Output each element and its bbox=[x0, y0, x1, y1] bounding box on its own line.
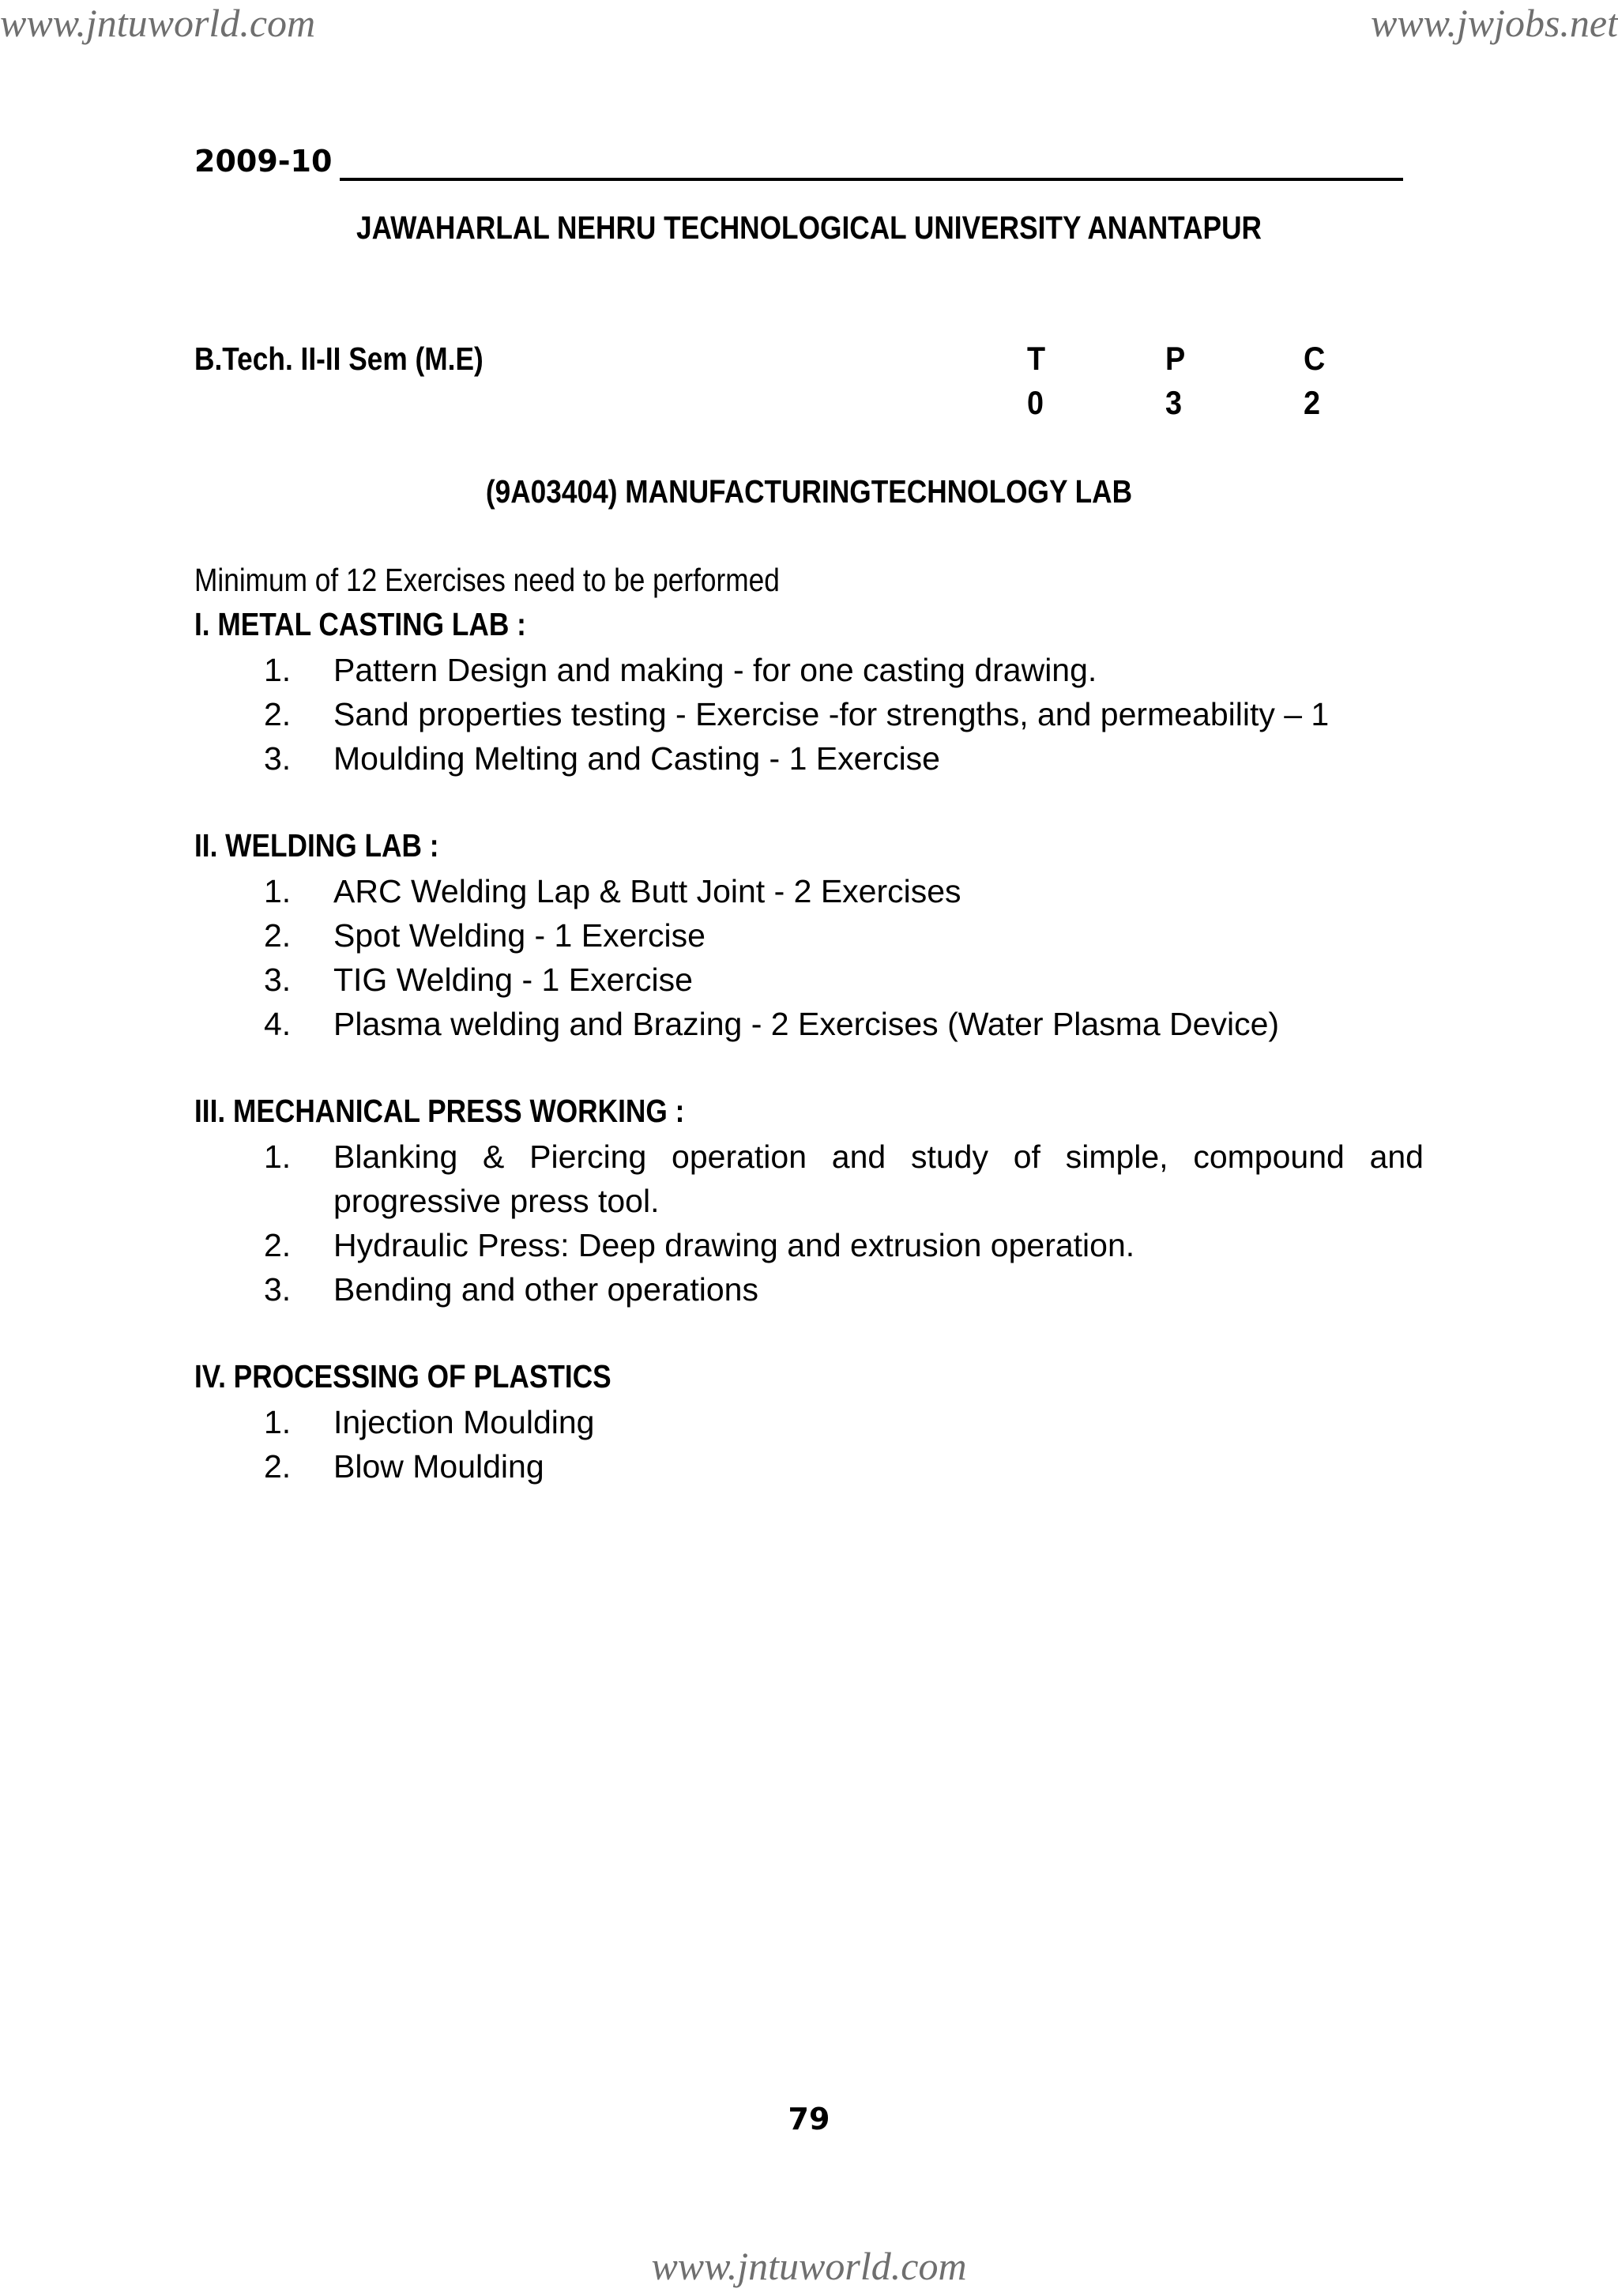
item-number: 4. bbox=[264, 1006, 292, 1042]
list-item bbox=[194, 1223, 1424, 1267]
academic-year: 2009-10 bbox=[194, 144, 333, 179]
tpc-t-value: 0 bbox=[1027, 384, 1044, 421]
header-rule bbox=[340, 178, 1403, 181]
list-item bbox=[194, 692, 1424, 736]
watermark-top-right: www.jwjobs.net bbox=[1370, 1, 1618, 45]
item-number: 1. bbox=[264, 873, 292, 909]
section-list-press bbox=[194, 1135, 1424, 1312]
item-text: Blow Moulding bbox=[333, 1448, 544, 1485]
section-title-welding: II. WELDING LAB : bbox=[194, 827, 439, 864]
intro-text: Minimum of 12 Exercises need to be performed bbox=[194, 562, 780, 598]
item-text: Hydraulic Press: Deep drawing and extrusion operation. bbox=[333, 1227, 1135, 1263]
list-item bbox=[194, 1267, 1424, 1312]
item-text: Sand properties testing - Exercise -for strengths, and permeability – 1 bbox=[333, 696, 1330, 732]
item-number: 3. bbox=[264, 740, 292, 777]
course-name: B.Tech. II-II Sem (M.E) bbox=[194, 341, 484, 377]
item-number: 1. bbox=[264, 652, 292, 688]
list-item bbox=[194, 1444, 1424, 1489]
tpc-t-label: T bbox=[1027, 340, 1046, 377]
item-text: Blanking & Piercing operation and study of simple, compound and progressive press tool. bbox=[333, 1139, 1424, 1219]
item-number: 1. bbox=[264, 1139, 292, 1175]
tpc-c-label: C bbox=[1304, 340, 1326, 377]
item-number: 2. bbox=[264, 696, 292, 732]
subject-title: (9A03404) MANUFACTURINGTECHNOLOGY LAB bbox=[485, 473, 1133, 510]
item-text: Spot Welding - 1 Exercise bbox=[333, 917, 706, 954]
university-title: JAWAHARLAL NEHRU TECHNOLOGICAL UNIVERSITY ANANTAPUR bbox=[356, 209, 1262, 246]
tpc-p-value: 3 bbox=[1165, 384, 1183, 421]
section-title-press: III. MECHANICAL PRESS WORKING : bbox=[194, 1093, 685, 1129]
list-item bbox=[194, 736, 1424, 781]
item-text: TIG Welding - 1 Exercise bbox=[333, 962, 693, 998]
tpc-c-value: 2 bbox=[1304, 384, 1321, 421]
section-list-welding bbox=[194, 869, 1424, 1046]
item-number: 2. bbox=[264, 1227, 292, 1263]
item-number: 2. bbox=[264, 917, 292, 954]
item-text: Bending and other operations bbox=[333, 1271, 758, 1308]
item-number: 3. bbox=[264, 1271, 292, 1308]
page-number: 79 bbox=[788, 2102, 830, 2136]
item-number: 1. bbox=[264, 1404, 292, 1440]
item-text: Moulding Melting and Casting - 1 Exercise bbox=[333, 740, 940, 777]
item-text: Pattern Design and making - for one casting drawing. bbox=[333, 652, 1097, 688]
item-text: ARC Welding Lap & Butt Joint - 2 Exercises bbox=[333, 873, 961, 909]
section-title-casting: I. METAL CASTING LAB : bbox=[194, 606, 526, 642]
list-item bbox=[194, 869, 1424, 913]
item-number: 2. bbox=[264, 1448, 292, 1485]
item-text: Plasma welding and Brazing - 2 Exercises (Water Plasma Device) bbox=[333, 1006, 1280, 1042]
year-header bbox=[194, 139, 1403, 186]
list-item bbox=[194, 1400, 1424, 1444]
section-list-plastics bbox=[194, 1400, 1424, 1489]
list-item bbox=[194, 913, 1424, 958]
watermark-bottom: www.jntuworld.com bbox=[651, 2244, 967, 2288]
list-item bbox=[194, 1135, 1424, 1223]
watermark-top-left: www.jntuworld.com bbox=[0, 1, 316, 45]
item-text: Injection Moulding bbox=[333, 1404, 595, 1440]
list-item bbox=[194, 648, 1424, 692]
list-item bbox=[194, 958, 1424, 1002]
list-item bbox=[194, 1002, 1424, 1046]
section-title-plastics: IV. PROCESSING OF PLASTICS bbox=[194, 1358, 611, 1395]
section-list-casting bbox=[194, 648, 1424, 781]
item-number: 3. bbox=[264, 962, 292, 998]
tpc-p-label: P bbox=[1165, 340, 1186, 377]
